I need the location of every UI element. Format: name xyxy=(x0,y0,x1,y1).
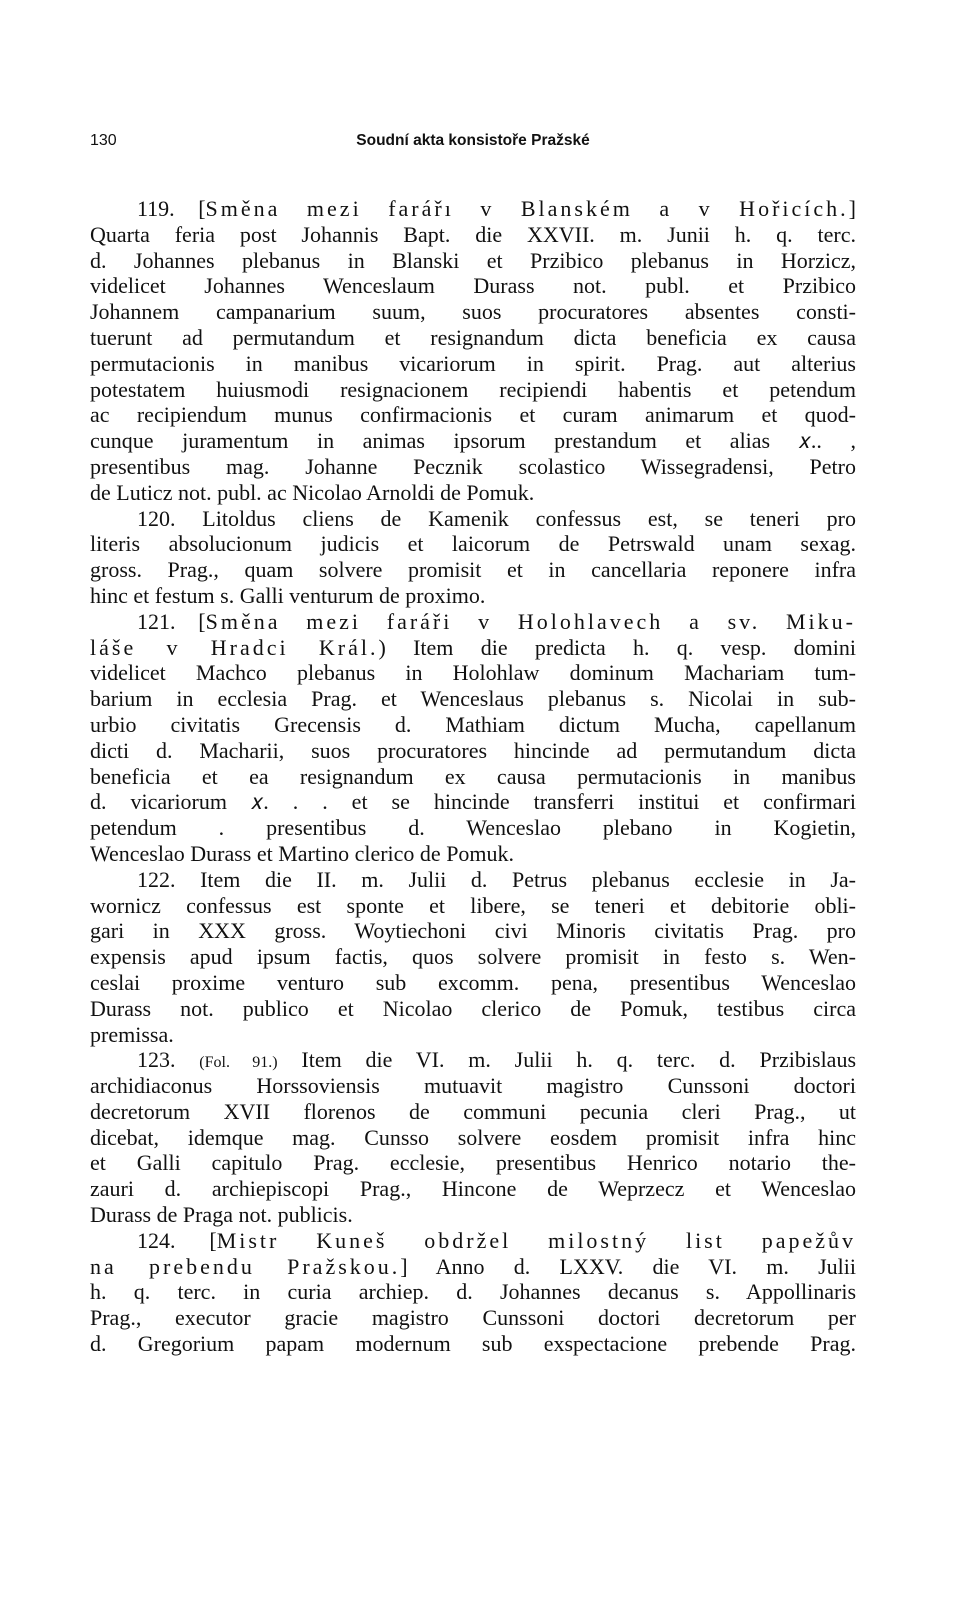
text-segment: 120. Litoldus cliens de Kamenik confessus est, se teneri pro xyxy=(137,505,856,531)
text-line xyxy=(90,918,856,944)
text-segment: literis absolucionum judicis et laicorum de Petrswald unam sexag. xyxy=(90,531,856,557)
text-segment: ceslai proxime venturo sub excomm. pena, presentibus Wenceslao xyxy=(90,969,856,995)
spaced-heading-segment: Směna mezi farářı v Blanském a v Hořicích. xyxy=(205,196,849,221)
text-line xyxy=(90,1305,856,1331)
text-segment: zauri d. archiepiscopi Prag., Hincone de Weprzecz et Wenceslao xyxy=(90,1176,856,1202)
text-line xyxy=(90,428,856,454)
text-line xyxy=(90,764,856,790)
text-line xyxy=(90,1228,856,1254)
text-line xyxy=(90,1331,856,1357)
page-number: 130 xyxy=(90,132,117,149)
text-segment: ] Anno d. LXXV. die VI. m. Julii xyxy=(400,1253,856,1279)
text-line xyxy=(90,480,856,506)
text-segment: cunque juramentum in animas ipsorum prestandum et alias 𝑥.. , xyxy=(90,428,856,454)
text-segment: expensis apud ipsum factis, quos solvere promisit in festo s. Wen- xyxy=(90,944,856,970)
text-line xyxy=(90,1022,856,1048)
text-segment: ) Item die predicta h. q. vesp. domini xyxy=(378,634,856,660)
text-line xyxy=(90,248,856,274)
text-line xyxy=(90,557,856,583)
body-text xyxy=(90,196,856,1357)
text-line xyxy=(90,299,856,325)
spaced-heading-segment: Směna mezi faráři v Holohlavech a sv. Miku- xyxy=(205,608,856,634)
text-segment: ] xyxy=(848,196,856,221)
text-segment: Johannem campanarium suum, suos procuratores absentes consti- xyxy=(90,299,856,325)
text-segment: d. Gregorium papam modernum sub exspectacione prebende Prag. xyxy=(90,1331,856,1357)
spaced-heading-segment: Mistr Kuneš obdržel milostný list papežův xyxy=(216,1227,857,1253)
text-segment: 119. [ xyxy=(137,196,206,221)
text-segment: wornicz confessus est sponte et libere, se teneri et debitorie obli- xyxy=(90,892,856,918)
text-segment: decretorum XVII florenos de communi pecunia cleri Prag., ut xyxy=(90,1098,856,1124)
text-segment: Durass not. publico et Nicolao clerico de Pomuk, testibus circa xyxy=(90,995,856,1021)
text-segment: Durass de Praga not. publicis. xyxy=(90,1202,353,1228)
text-line xyxy=(90,325,856,351)
text-line xyxy=(90,454,856,480)
text-line xyxy=(90,402,856,428)
text-segment: Wenceslao Durass et Martino clerico de Pomuk. xyxy=(90,840,515,866)
text-segment: videlicet Johannes Wenceslaum Durass not. publ. et Przibico xyxy=(90,273,856,299)
text-segment: et Galli capitulo Prag. ecclesie, presentibus Henrico notario the- xyxy=(90,1150,856,1176)
text-segment: beneficia et ea resignandum ex causa permutacionis in manibus xyxy=(90,763,856,789)
text-segment: Quarta feria post Johannis Bapt. die XXVII. m. Junii h. q. terc. xyxy=(90,221,856,247)
text-segment: presentibus mag. Johanne Pecznik scolastico Wissegradensi, Petro xyxy=(90,453,856,479)
running-head xyxy=(90,132,856,156)
text-line xyxy=(90,944,856,970)
running-title: Soudní akta konsistoře Pražské xyxy=(356,132,590,149)
folio-reference: (Fol. 91.) xyxy=(199,1054,278,1072)
text-line xyxy=(90,273,856,299)
text-segment: de Luticz not. publ. ac Nicolao Arnoldi de Pomuk. xyxy=(90,479,535,505)
text-segment: permutacionis in manibus vicariorum in spirit. Prag. aut alterius xyxy=(90,350,856,376)
text-segment: d. Johannes plebanus in Blanski et Przibico plebanus in Horzicz, xyxy=(90,247,856,273)
text-line xyxy=(90,686,856,712)
text-segment: videlicet Machco plebanus in Holohlaw dominum Machariam tum- xyxy=(90,660,856,686)
text-line xyxy=(90,506,856,532)
text-line xyxy=(90,1279,856,1305)
text-line xyxy=(90,1047,856,1073)
text-line xyxy=(90,867,856,893)
spaced-heading-segment: na prebendu Pražskou. xyxy=(90,1253,401,1279)
text-line xyxy=(90,970,856,996)
text-segment: Prag., executor gracie magistro Cunssoni doctori decretorum per xyxy=(90,1305,856,1331)
text-segment: hinc et festum s. Galli venturum de proximo. xyxy=(90,582,486,608)
text-segment: dicti d. Macharii, suos procuratores hincinde ad permutandum dicta xyxy=(90,737,856,763)
text-segment: petendum . presentibus d. Wenceslao plebano in Kogietin, xyxy=(90,815,856,841)
text-segment: barium in ecclesia Prag. et Wenceslaus plebanus s. Nicolai in sub- xyxy=(90,686,856,712)
spaced-heading-segment: láše v Hradci Král. xyxy=(90,634,379,660)
text-line xyxy=(90,377,856,403)
text-segment: 124. [ xyxy=(137,1227,217,1253)
text-segment: gari in XXX gross. Woytiechoni civi Minoris civitatis Prag. pro xyxy=(90,918,856,944)
text-segment: premissa. xyxy=(90,1021,174,1047)
text-line xyxy=(90,789,856,815)
text-line xyxy=(90,351,856,377)
text-line xyxy=(90,1150,856,1176)
text-segment: gross. Prag., quam solvere promisit et in cancellaria reponere infra xyxy=(90,557,856,583)
text-line xyxy=(90,1202,856,1228)
text-line xyxy=(90,222,856,248)
text-line xyxy=(90,583,856,609)
text-segment: h. q. terc. in curia archiep. d. Johannes decanus s. Appollinaris xyxy=(90,1279,856,1305)
text-segment: potestatem huiusmodi resignacionem recipiendi habentis et petendum xyxy=(90,376,856,402)
text-line xyxy=(90,996,856,1022)
text-segment: archidiaconus Horssoviensis mutuavit magistro Cunssoni doctori xyxy=(90,1073,856,1099)
text-line xyxy=(90,1176,856,1202)
text-line xyxy=(90,738,856,764)
text-line xyxy=(90,841,856,867)
text-line xyxy=(90,815,856,841)
text-segment: ac recipiendum munus confirmacionis et curam animarum et quod- xyxy=(90,402,856,428)
text-line xyxy=(90,1125,856,1151)
text-line xyxy=(90,531,856,557)
text-segment: dicebat, idemque mag. Cunsso solvere eosdem promisit infra hinc xyxy=(90,1124,856,1150)
text-line xyxy=(90,196,856,222)
text-line xyxy=(90,712,856,738)
text-line xyxy=(90,609,856,635)
text-line xyxy=(90,1099,856,1125)
text-segment: tuerunt ad permutandum et resignandum dicta beneficia ex causa xyxy=(90,324,856,350)
text-line xyxy=(90,660,856,686)
text-line xyxy=(90,1254,856,1280)
text-segment: 121. [ xyxy=(137,608,206,634)
text-segment: Item die VI. m. Julii h. q. terc. d. Przibislaus xyxy=(277,1047,857,1073)
text-line xyxy=(90,1073,856,1099)
text-segment: 123. xyxy=(137,1047,200,1073)
text-segment: urbio civitatis Grecensis d. Mathiam dictum Mucha, capellanum xyxy=(90,711,856,737)
text-segment: d. vicariorum 𝑥. . . et se hincinde transferri institui et confirmari xyxy=(90,789,856,815)
text-line xyxy=(90,635,856,661)
text-line xyxy=(90,893,856,919)
text-segment: 122. Item die II. m. Julii d. Petrus plebanus ecclesie in Ja- xyxy=(137,866,856,892)
